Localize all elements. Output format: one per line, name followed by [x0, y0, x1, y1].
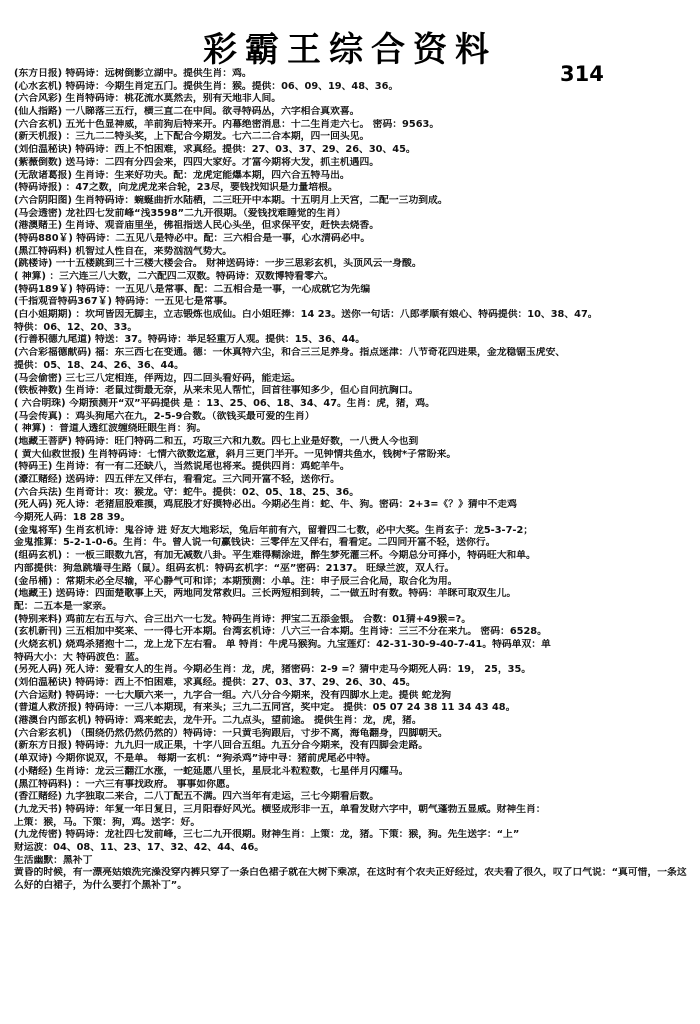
text-line: 生活幽默：黑补丁	[14, 854, 93, 866]
text-line: (特码王) 生肖诗：有一有二还缺八，当然说尾也将来。提供四肖：鸡蛇羊牛。	[14, 461, 350, 473]
text-line: (九龙传密) 特码诗：龙社四七发前峰，三七二九开很期。财神生肖：上策：龙，猪。下策：猴，狗。先生送字：“上”	[14, 829, 520, 841]
text-line: (死人码) 死人诗：老猪屈股难摸，鸡屁股才好摸特必出。今期必生肖：蛇、牛、狗。密码：2+3=《？》猜中不走鸡	[14, 499, 517, 511]
text-line: (特码诗报) ：47之数，向龙虎龙来合轮，23尽，要钱找知识是力量培根。	[14, 182, 338, 194]
text-line: (另死人码) 死人诗：爱看女人的生肖。今期必生肖：龙，虎，猪密码：2-9 =？猜中走马今期死人码：19， 25，35。	[14, 664, 532, 676]
text-line: (六合彩玄机) （围绕仍然仍然仍然的）特码诗：一只黄毛狗跟后，寸步不离，海龟翻身，四脚朝天。	[14, 727, 448, 739]
text-line: (六合风彩) 生肖特码诗：桃花流水莫然去，别有天地非人间。	[14, 93, 282, 105]
text-line: ( 神算) ：普道人透红波缠绕旺眼生肖：狗。	[14, 423, 207, 435]
text-line: (六合玄机) 五光十色显神威，羊前狗后特来开。内幕绝密消息：十二生肖走六七。 密码：9563。	[14, 118, 440, 130]
text-line: (六合兵法) 生肖奇计：攻：猴龙。守：蛇牛。提供：02、05、18、25、36。	[14, 486, 360, 498]
text-line: (组码玄机) ：一板三眼数九宫，有加无减数八卦。平生难得糊涂进，醉生梦死灌三杯。今期总分可择小，特码旺大和单。	[14, 550, 536, 562]
text-line: 财运波：04、08、11、23、17、32、42、44、46。	[14, 841, 265, 853]
text-line: (刘伯温秘诀) 特码诗：西上不怕困难，求真经。提供：27、03、37、29、26、30、45。	[14, 144, 416, 156]
text-line: 配：二五本是一家亲。	[14, 600, 112, 612]
text-line: (千指观音特码367￥) 特码诗：一五见七是常事。	[14, 296, 233, 308]
text-line: (金鬼将军) 生肖玄机诗：鬼谷诗 进 好友大地彩坛，兔后年前有六，留着四二七数，必中大奖。生肖玄子：龙5-3-7-2；	[14, 524, 534, 536]
text-line: (濠江赌经) 送码诗：四五伴左又伴右，看看定。三六同开富不轻，送你行。	[14, 474, 340, 485]
text-line: (特码880￥) 特码诗：二五见八是特必中。配：三六相合是一事，心水清码必中。	[14, 232, 371, 244]
text-line: (无敌诸葛报) 生肖诗：生来好功夫。配：龙虎定能爆本期，四六合五特马出。	[14, 169, 350, 181]
text-line: (黑江特码料) 机智过人性自在，来势汹汹气势大。	[14, 245, 233, 257]
text-line: (跳楼诗) 一十五楼跳到三十三楼大楼会合。 财神送码诗：一步三思彩玄机，头顶风云一身酸。	[14, 258, 422, 270]
text-line: (港澳台内部玄机) 特码诗：鸡来蛇去，龙牛开。二九点头，望前途。 提供生肖：龙，虎，猪。	[14, 715, 422, 727]
text-line: (港澳赌王) 生肖诗、观音庙里坐，佛祖指送人民心头坐，但求保平安，赶快去烧香。	[14, 220, 380, 232]
text-line: (九龙天书) 特码诗：年复一年日复日，三月阳春好风光。横竖成形非一五，单看发财六字中，朝气蓬勃五显威。财神生肖：	[14, 803, 546, 815]
text-line: (马会偷密) 三七三八定相连，伴两边，四二回头看好码，能走运。	[14, 372, 301, 384]
text-line: (单双诗) 今期你说双，不是单。 每期一玄机：“狗杀鸡”诗中寻：猪前虎尾必中特。	[14, 753, 376, 765]
text-line: (特码189￥) 特码诗：一五见八是常事、配：二五相合是一事，一心成就它为先编	[14, 283, 371, 295]
issue-number: 314	[560, 62, 604, 86]
page-title: 彩霸王综合资料	[203, 30, 497, 70]
text-line: ( 黄大仙救世报) 生肖特码诗：七情六欲数迄意，斜月三更门半开。一见钟情共鱼水，钱树*子常盼来。	[14, 448, 457, 460]
text-line: (紫薇倒数) 送马诗：二四有分四会来，四四大家好。才富今期将大发，抓主机遇四。	[14, 156, 380, 168]
text-line: (特别来料) 鸡前左右五与六、合三出六一七发。特码生肖诗：押宝二五添金银。 合数：01猜+49猴=?。	[14, 613, 472, 625]
text-line: (六合运财) 特码诗：一七大顺六来一，九字合一组。六八分合今期来，没有四脚水上走。提供 蛇龙狗	[14, 689, 452, 701]
text-line: (火烧玄机) 烧鸡杀猪抱十二，龙上龙下左右看。 单 特肖：牛虎马猴狗。九宝莲灯：42-31-30-9-40-7-41。特码单双：单	[14, 638, 551, 650]
text-line: (地藏王) 送码诗：四面楚歌事上天，两地同发常救归。三长两短相到转，二一做五时有数。特码：羊眯可取双生儿。	[14, 588, 517, 600]
text-line: ( 六合明珠) 今期预测开“双”平码提供 是 ：13、25、06、18、34、47。生肖：虎，猪，鸡。	[14, 397, 435, 409]
text-line: (玄机新刊) 三五相加中奖来、一一得七开本期。台湾玄机诗：八六三一合本期。生肖诗：三三不分在来九。 密码：6528。	[14, 626, 547, 638]
text-line: (黑江特码料) ：一六三有事找政府。 事事如你愿。	[14, 778, 236, 790]
text-line: (新天机报) ：三九二二特头奖，上下配合今期发。七六二二合本期，四一回头见。	[14, 131, 370, 143]
text-line: (马会传真) ：鸡头狗尾六在九，2-5-9合数。（欲钱买最可爱的生肖）	[14, 410, 315, 422]
text-line: 上策：猴，马。下策：狗，鸡。送字：好。	[14, 816, 201, 828]
text-line: (行善积德九尾道) 特送：37。特码诗：举足轻重万人观。提供：15、36、44。	[14, 334, 366, 346]
text-line: (白小姐期期) ：坎坷皆因无脚主，立志锻炼也成仙。白小姐旺捧：14 23。送你一句话：八郎孝顺有娘心、特码提供：10、38、47。	[14, 309, 598, 321]
text-line: (香江赌经) 九字独取二来合，二八丁配五不满。四六当年有走运，三七今期看后数。	[14, 791, 380, 803]
text-line: (马会透密) 龙社四七发前峰“浅3598”二九开很期。（爱钱找难睡觉的生肖）	[14, 207, 346, 219]
text-line: 特码大小：大 特码波色：蓝。	[14, 651, 145, 663]
text-line: (普道人救济报) 特码诗：一三八本期现，有来头；三九二五同宫，奖中定。 提供：05 07 24 38 11 34 43 48。	[14, 702, 516, 714]
text-line: 提供：05、18、24、26、36、44。	[14, 359, 184, 371]
text-line: (仙人指路) 一八睇落三五行，横三直二在中间。欲寻特码丛，六字相合真欢喜。	[14, 106, 360, 118]
content-lines	[14, 68, 692, 893]
text-line: (金吊桶) ：常期未必全尽输，平心静气可和详；本期预测：小单。注：申子辰三合化局，取合化为用。	[14, 575, 458, 587]
humor-story: 黄昏的时候，有一漂亮姑娘洗完澡没穿内裤只穿了一条白色裙子就在大树下乘凉，在这时有个农夫正好经过，农夫看了很久，叹了口气说：“真可惜，一条这么好的白裙子，为什么要打个黑补丁”。	[14, 867, 687, 892]
text-line: (小赌经) 生肖诗：龙云三翻江水涨，一蛇延愿八里长，星辰北斗粒粒数，七星伴月闪耀马。	[14, 765, 409, 777]
text-line: (六合阴阳图) 生肖特码诗：蜿蜒曲折水陆栖，二三旺开中本期。十五明月上天宫，二配一三功到成。	[14, 194, 448, 206]
text-line: 今期死人码：18 28 39。	[14, 512, 131, 524]
text-line: ( 神算) ：三六连三八大数，二六配四二双数。特码诗：双数博特看零六。	[14, 271, 334, 282]
text-line: (心水玄机) 特码诗：今期生肖定五门。提供生肖：猴。提供：06、09、19、48、36。	[14, 80, 399, 92]
text-line: 特供：06、12、20、33。	[14, 321, 138, 333]
text-line: (铁板神数) 生肖诗：老鼠过街最无奈，从来未见人帮忙，回首往事知多少，但心自问抗胸口。	[14, 385, 419, 397]
text-line: 金鬼推算：5-2-1-0-6。生肖：牛。曾人说一句赢钱诀：三零伴左又伴右，看看定。二四同开富不轻，送你行。	[14, 537, 496, 549]
text-line: (刘伯温秘诀) 特码诗：西上不怕困难，求真经。提供：27、03、37、29、26、30、45。	[14, 677, 416, 688]
text-line: 内部提供：狗急跳墙寻生路（鼠）。组码玄机：特码玄机字：“巫”密码：2137。 旺绿兰波，双人行。	[14, 562, 455, 574]
text-line: (东方日报) 特码诗：远树倒影立湖中。提供生肖：鸡。	[14, 68, 252, 79]
text-line: (新东方日报) 特码诗：九九归一成正果，十字八回合五组。九五分合今期来，没有四脚会走路。	[14, 740, 429, 752]
text-line: (地藏王菩萨) 特码诗：旺门特码二和五，巧取三六和九数。四七上业是好数，一八贵人今也到	[14, 435, 419, 447]
text-line: (六合彩福德献码) 福：东三西七在变通。德：一休真特六尘，和合三三足养身。指点迷津：八节奇花四进果，金龙稳锯玉虎安、	[14, 347, 566, 359]
